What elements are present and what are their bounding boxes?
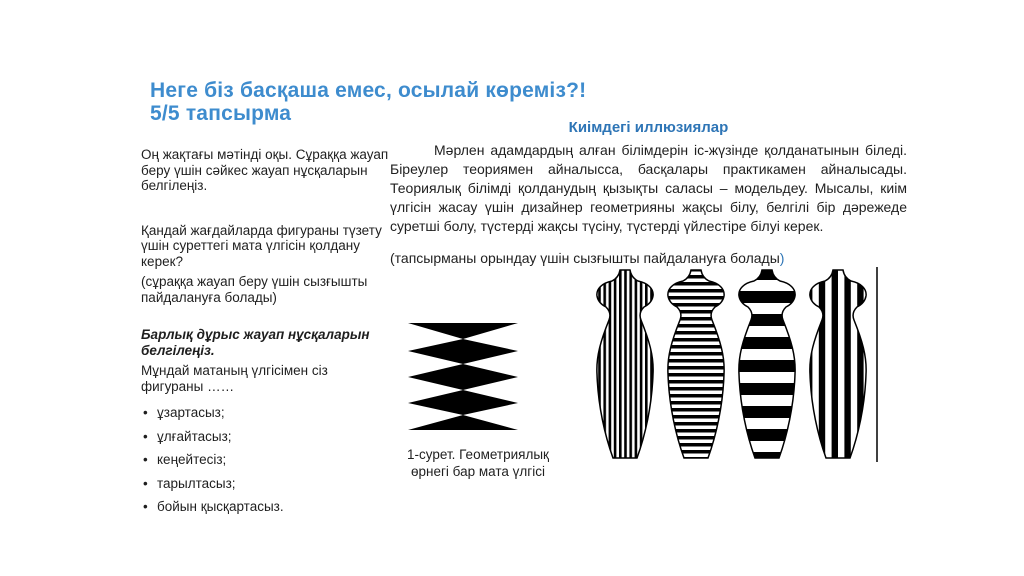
dress-illusion-figure bbox=[592, 266, 882, 469]
list-item-label: кеңейтесіз; bbox=[157, 452, 227, 467]
hint-paragraph: (сұраққа жауап беру үшін сызғышты пайдалануға болады) bbox=[141, 274, 368, 305]
bullet-icon: • bbox=[143, 452, 148, 467]
dresses-svg bbox=[592, 266, 882, 464]
body-paragraph: Мәрлен адамдардың алған білімдерін іс-жүзінде қолданатынын біледі. Біреулер теориямен айналысса, басқалары практикамен айналысады. Теориялық білімді қолданудың қызықты саласы – модельдеу. Мысалы, киім үлгісін жасау үшін дизайнер геометрияны жақсы білу, белгілі бір дәрежеде суретші болу, түстерді жақсы түсіну, түстерді үйлестіре білуі керек. bbox=[390, 142, 907, 234]
dress-wide-horizontal-stripes bbox=[739, 270, 795, 458]
bullet-icon: • bbox=[143, 428, 148, 444]
zigzag-pattern-svg bbox=[408, 320, 518, 432]
list-item-label: ұлғайтасыз; bbox=[157, 428, 232, 444]
question-paragraph: Қандай жағдайларда фигураны түзету үшін суреттегі мата үлгісін қолдану керек? bbox=[141, 222, 382, 269]
figure-caption: 1-сурет. Геометриялық өрнегі бар мата үлгісі bbox=[407, 447, 549, 479]
note-text: (тапсырманы орындау үшін сызғышты пайдалануға болады bbox=[390, 250, 780, 266]
list-item bbox=[143, 429, 393, 445]
list-item bbox=[143, 405, 393, 421]
answer-options-list bbox=[141, 405, 393, 515]
bold-note: Барлық дұрыс жауап нұсқаларын белгілеңіз. bbox=[141, 327, 370, 358]
dress-thin-horizontal-stripes bbox=[668, 270, 724, 458]
zigzag-pattern-figure bbox=[408, 320, 518, 437]
lead-in-paragraph: Мұндай матаның үлгісімен сіз фигураны …… bbox=[141, 363, 328, 394]
dress-thin-vertical-stripes bbox=[597, 270, 653, 458]
list-item-label: ұзартасыз; bbox=[157, 405, 225, 420]
bullet-icon: • bbox=[143, 475, 148, 491]
instruction-paragraph: Оң жақтағы мәтінді оқы. Сұраққа жауап беру үшін сәйкес жауап нұсқаларын белгілеңіз. bbox=[141, 147, 389, 193]
bullet-icon: • bbox=[143, 405, 148, 420]
left-column bbox=[141, 147, 393, 523]
note-closing-paren: ) bbox=[779, 250, 785, 266]
page-subtitle: 5/5 тапсырма bbox=[150, 102, 292, 125]
list-item bbox=[143, 476, 393, 492]
section-heading: Киімдегі иллюзиялар bbox=[568, 119, 729, 136]
list-item bbox=[143, 499, 393, 515]
right-column bbox=[390, 118, 907, 268]
list-item-label: бойын қысқартасыз. bbox=[157, 499, 284, 514]
list-item bbox=[143, 452, 393, 468]
bullet-icon: • bbox=[143, 499, 148, 514]
page-title: Неге біз басқаша емес, осылай көреміз?! bbox=[150, 79, 587, 102]
list-item-label: тарылтасыз; bbox=[157, 475, 236, 491]
dress-wide-vertical-stripes bbox=[810, 270, 866, 458]
